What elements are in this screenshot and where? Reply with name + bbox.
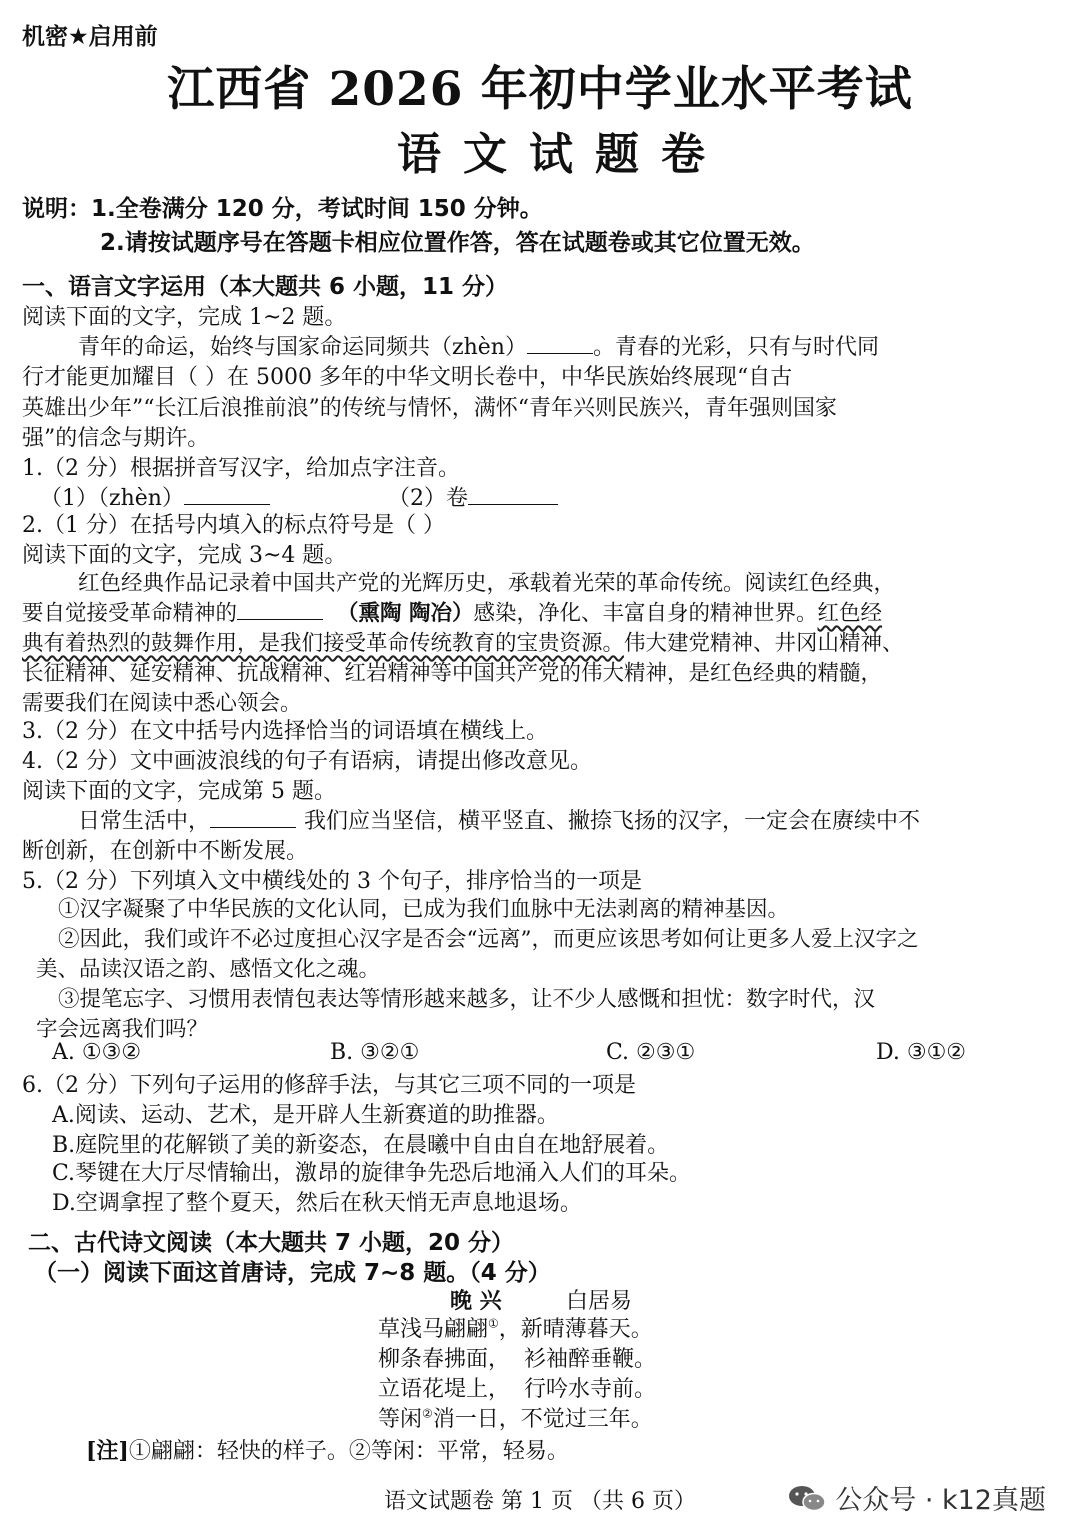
- answer-blank: [184, 486, 270, 505]
- question-5-option-b: B. ③②①: [330, 1040, 420, 1065]
- question-5-option-c: C. ②③①: [606, 1040, 696, 1065]
- passage-2-text: 感染，净化、丰富自身的精神世界。: [473, 601, 818, 626]
- watermark-text: 公众号 · k12真题: [835, 1485, 1046, 1516]
- passage-3-line-1: [78, 804, 920, 835]
- question-5-sentence-3: ③提笔忘字、习惯用表情包表达等情形越来越多，让不少人感慨和担忧：数字时代，汉: [58, 987, 876, 1012]
- poem-line-4: [378, 1402, 653, 1433]
- question-4: 4.（2 分）文中画波浪线的句子有语病，请提出修改意见。: [22, 749, 592, 774]
- passage-3-line-2: 断创新，在创新中不断发展。: [22, 839, 309, 864]
- passage-2-line-3: [22, 626, 904, 657]
- wavy-underlined-sentence: 红色经: [817, 601, 883, 626]
- question-2: 2.（1 分）在括号内填入的标点符号是（ ）: [22, 513, 445, 538]
- question-6-option-b: B.庭院里的花解锁了美的新姿态，在晨曦中自由自在地舒展着。: [52, 1133, 670, 1158]
- poem-annotation: [86, 1434, 569, 1465]
- question-1: 1.（2 分）根据拼音写汉字，给加点字注音。: [22, 456, 460, 481]
- poem-text: 草浅马翩翩: [378, 1317, 489, 1342]
- reading-prompt-2: 阅读下面的文字，完成 3~4 题。: [22, 543, 347, 568]
- annotation-text: ①翩翩：轻快的样子。②等闲：平常，轻易。: [128, 1439, 569, 1464]
- annotation-label: [注]: [86, 1438, 129, 1464]
- question-5: 5.（2 分）下列填入文中横线处的 3 个句子，排序恰当的一项是: [22, 869, 642, 894]
- question-1-item-2-label: （2）卷: [388, 486, 468, 511]
- question-6: 6.（2 分）下列句子运用的修辞手法，与其它三项不同的一项是: [22, 1073, 636, 1098]
- passage-3-text: 日常生活中，: [78, 809, 211, 834]
- question-6-option-a: A.阅读、运动、艺术，是开辟人生新赛道的助推器。: [52, 1103, 559, 1128]
- paper-subtitle: 语文试题卷: [397, 129, 727, 180]
- instructions-line-2: 2.请按试题序号在答题卡相应位置作答，答在试题卷或其它位置无效。: [100, 230, 815, 256]
- passage-1-line-3: 英雄出少年”“长江后浪推前浪”的传统与情怀，满怀“青年兴则民族兴，青年强则国家: [22, 396, 837, 421]
- question-5-sentence-1: ①汉字凝聚了中华民族的文化认同，已成为我们血脉中无法剥离的精神基因。: [58, 897, 790, 922]
- wavy-underlined-sentence: 典有着热烈的鼓舞作用，是我们接受革命传统教育的宝贵资源。: [22, 631, 625, 656]
- passage-2-line-5: 需要我们在阅读中悉心领会。: [22, 691, 302, 716]
- answer-blank: [468, 486, 558, 505]
- poem-text: 消一日，不觉过三年。: [432, 1407, 653, 1432]
- poem-author: 白居易: [566, 1289, 633, 1314]
- poem-title: 晚 兴: [450, 1289, 502, 1314]
- question-5-option-d: D. ③①②: [876, 1040, 967, 1065]
- question-5-sentence-2-cont: 美、品读汉语之韵、感悟文化之魂。: [36, 957, 381, 982]
- poem-text: ，新晴薄暮天。: [498, 1317, 653, 1342]
- passage-2-line-2: [22, 596, 882, 627]
- passage-2-text: 要自觉接受革命精神的: [22, 601, 238, 626]
- passage-1-text-a: 青年的命运，始终与国家命运同频共（zhèn）: [78, 335, 527, 360]
- passage-2-line-1: 红色经典作品记录着中国共产党的光辉历史，承载着光荣的革命传统。阅读红色经典，: [78, 571, 896, 596]
- question-5-sentence-3-cont: 字会远离我们吗？: [36, 1017, 209, 1042]
- answer-blank: [527, 335, 593, 354]
- section-1-heading: 一、语言文字运用（本大题共 6 小题，11 分）: [22, 274, 509, 300]
- instructions-line-1: 说明：1.全卷满分 120 分，考试时间 150 分钟。: [22, 196, 543, 222]
- footnote-marker: ①: [488, 1316, 499, 1331]
- wechat-icon: [787, 1483, 827, 1513]
- reading-prompt-3: 阅读下面的文字，完成第 5 题。: [22, 779, 336, 804]
- answer-blank: [210, 809, 296, 828]
- reading-prompt-1: 阅读下面的文字，完成 1~2 题。: [22, 305, 347, 330]
- watermark: [787, 1478, 1046, 1517]
- subsection-1-heading: （一）阅读下面这首唐诗，完成 7~8 题。（4 分）: [34, 1260, 551, 1286]
- passage-2-text: 伟大建党精神、井冈山精神、: [624, 631, 904, 656]
- question-5-sentence-2: ②因此，我们或许不必过度担心汉字是否会“远离”，而更应该思考如何让更多人爱上汉字之: [58, 927, 919, 952]
- passage-3-text: 我们应当坚信，横平竖直、撇捺飞扬的汉字，一定会在赓续中不: [304, 809, 921, 834]
- passage-1-line-2: 行才能更加耀目（ ）在 5000 多年的中华文明长卷中，中华民族始终展现“自古: [22, 365, 793, 390]
- question-6-option-d: D.空调拿捏了整个夏天，然后在秋天悄无声息地退场。: [52, 1191, 582, 1216]
- answer-blank: [237, 601, 323, 620]
- question-1-item-1-label: （1）（zhèn）: [40, 486, 184, 511]
- passage-1-text-b: 。青春的光彩，只有与时代同: [592, 335, 879, 360]
- page-footer: 语文试题卷 第 1 页 （共 6 页）: [384, 1489, 696, 1514]
- passage-2-line-4: 长征精神、延安精神、抗战精神、红岩精神等中国共产党的伟大精神，是红色经典的精髓，: [22, 661, 883, 686]
- exam-title: 江西省 2026 年初中学业水平考试: [167, 62, 913, 117]
- poem-line-3: 立语花堤上， 行吟水寺前。: [378, 1377, 656, 1402]
- confidential-label: 机密★启用前: [22, 24, 158, 50]
- word-options: （熏陶 陶冶）: [337, 601, 474, 626]
- poem-text: 等闲: [378, 1407, 423, 1432]
- passage-1-line-4: 强”的信念与期许。: [22, 426, 210, 451]
- question-5-option-a: A. ①③②: [52, 1040, 142, 1065]
- question-6-option-c: C.琴键在大厅尽情输出，激昂的旋律争先恐后地涌入人们的耳朵。: [52, 1161, 692, 1186]
- footnote-marker: ②: [422, 1406, 433, 1421]
- section-2-heading: 二、古代诗文阅读（本大题共 7 小题，20 分）: [28, 1230, 515, 1256]
- poem-line-2: 柳条春拂面， 衫袖醉垂鞭。: [378, 1347, 656, 1372]
- question-3: 3.（2 分）在文中括号内选择恰当的词语填在横线上。: [22, 719, 548, 744]
- poem-line-1: [378, 1312, 653, 1343]
- passage-1-line-1: [78, 330, 879, 361]
